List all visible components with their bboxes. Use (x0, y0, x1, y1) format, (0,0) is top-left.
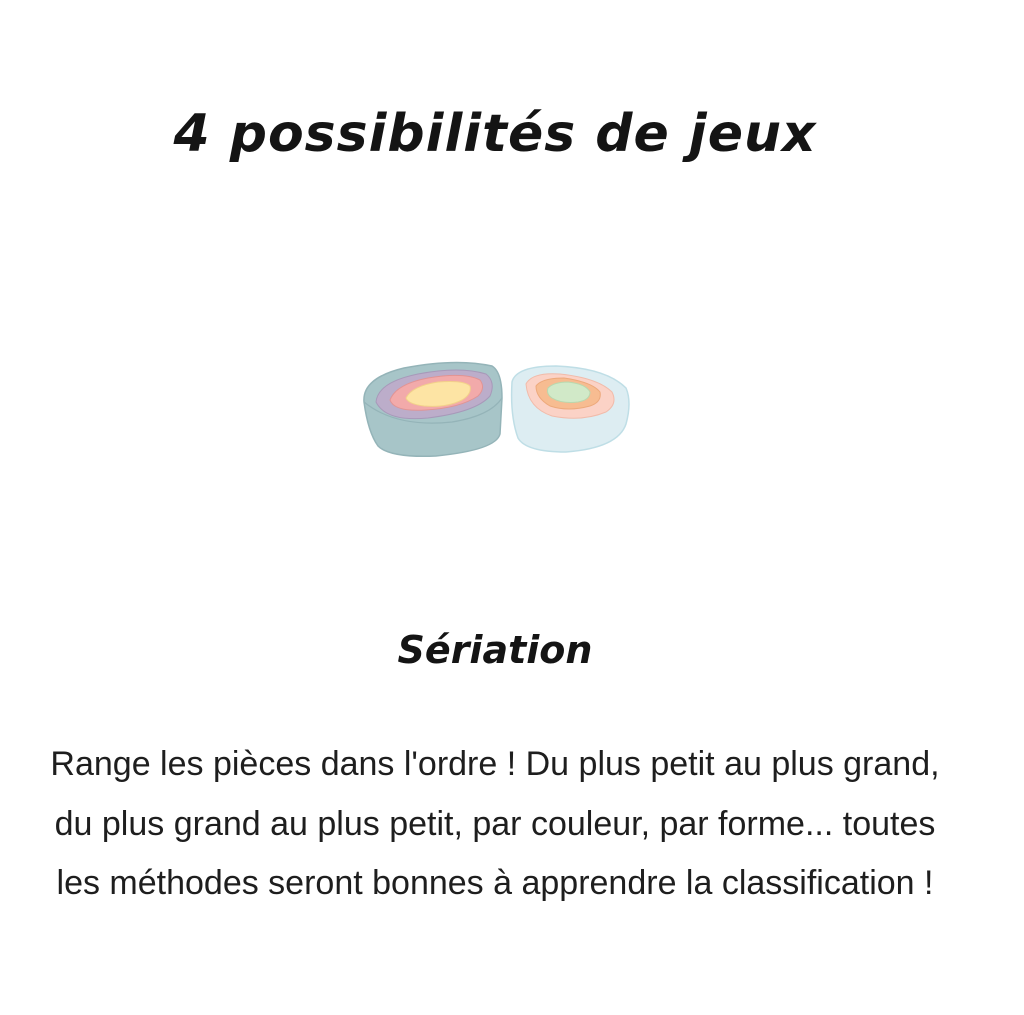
page-title: 4 possibilités de jeux (173, 104, 817, 164)
left-bowl (364, 362, 502, 456)
nesting-bowls-icon (356, 352, 636, 464)
nesting-bowls-illustration (356, 352, 636, 464)
section-title: Sériation (397, 628, 593, 672)
section-description: Range les pièces dans l'ordre ! Du plus petit au plus grand, du plus grand au plus petit, par couleur, par forme... toutes les méthodes seront bonnes à apprendre la classification ! (50, 745, 940, 902)
right-bowl (512, 366, 629, 452)
